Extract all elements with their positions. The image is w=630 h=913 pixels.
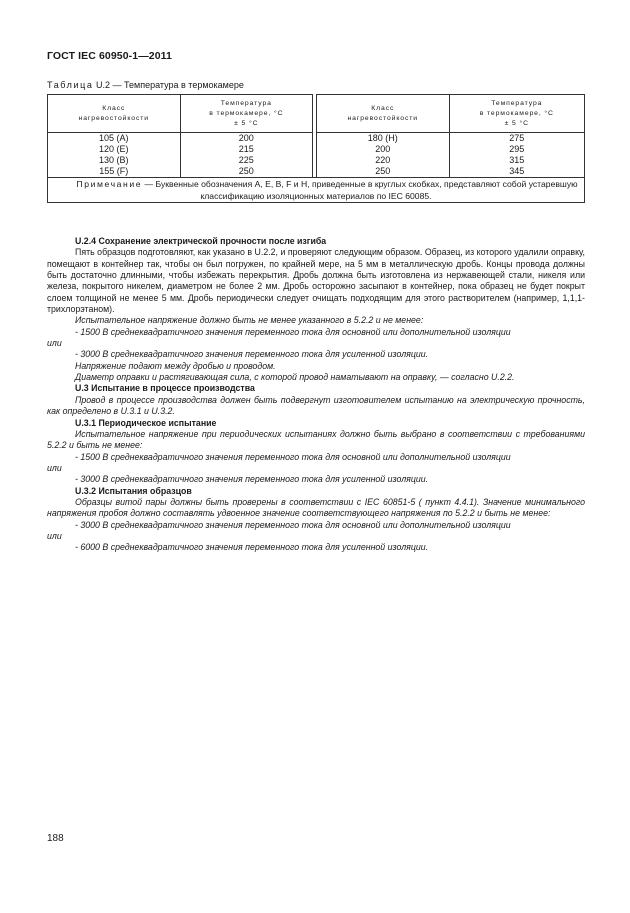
table-caption — [47, 80, 244, 90]
table-header-row — [48, 95, 585, 133]
paragraph: Испытательное напряжение при периодических испытаниях должно быть выбрано в соответствии с требованиями 5.2.2 и быть не менее: — [47, 428, 585, 451]
paragraph: Напряжение подают между дробью и проводом. — [75, 360, 276, 371]
conjunction: или — [47, 462, 62, 473]
document-body — [47, 236, 585, 554]
section-title: U.3 Испытание в процессе производства — [75, 383, 255, 394]
section-title: U.3.1 Периодическое испытание — [75, 417, 217, 428]
table-body-row — [48, 133, 585, 178]
caption-label: Таблица — [47, 80, 94, 90]
page-number: 188 — [47, 833, 64, 844]
list-item: - 1500 В среднеквадратичного значения переменного тока для основной или дополнительной изоляции — [75, 326, 511, 337]
document-header: ГОСТ IEC 60950-1—2011 — [47, 50, 172, 62]
list-item: - 3000 В среднеквадратичного значения переменного тока для усиленной изоляции. — [75, 349, 429, 360]
list-item: - 3000 В среднеквадратичного значения переменного тока для основной или дополнительной изоляции — [75, 519, 511, 530]
section-title: U.3.2 Испытания образцов — [75, 485, 192, 496]
paragraph: Образцы витой пары должны быть проверены в соответствии с IEC 60851-5 ( пункт 4.4.1). Значение минимального напряжения пробоя должно составлять удвоенное значение соответствующего напряжения по 5.2.2 и быть не менее: — [47, 496, 585, 519]
paragraph: Провод в процессе производства должен быть подвергнут изготовителем испытанию на электрическую прочность, как определено в U.3.1 и U.3.2. — [47, 394, 585, 417]
header-class-right: Класс нагревостойкости — [316, 95, 449, 133]
note-label: Примечание — [76, 179, 143, 189]
conjunction: или — [47, 530, 62, 541]
header-temp-left: Температура в термокамере, °С ± 5 °С — [180, 95, 312, 133]
left-temp-cell: 200 215 225 250 — [180, 133, 312, 178]
temperature-table — [47, 94, 585, 203]
table-note — [48, 178, 585, 203]
list-item: - 6000 В среднеквадратичного значения переменного тока для усиленной изоляции. — [75, 542, 429, 553]
paragraph: Пять образцов подготовляют, как указано в U.2.2, и проверяют следующим образом. Образец, из которого удалили оправку, помещают в контейнер так, чтобы он был погружен, по крайней мере, на 5 мм в металлическую дробь. Концы провода должны быть достаточно длинными, чтобы избежать перекрытия. Дробь должна быть изготовлена из нержавеющей стали, никеля или железа, покрытого никелем, диаметром не более 2 мм. Дробь осторожно засыпают в контейнер, пока образец не будет покрыт слоем толщиной не менее 5 мм. Дробь периодически следует очищать подходящим для этого растворителем (например, 1,1,1-трихлорэтаном). — [47, 247, 585, 315]
section-title: U.2.4 Сохранение электрической прочности после изгиба — [75, 236, 327, 246]
paragraph: Диаметр оправки и растягивающая сила, с которой провод наматывают на оправку, — согласно U.2.2. — [75, 372, 515, 383]
note-text: — Буквенные обозначения A, E, B, F и H, приведенные в круглых скобках, представляют собой устаревшую классификацию изоляционных материалов по IEC 60085. — [142, 179, 578, 201]
header-class-left: Класс нагревостойкости — [48, 95, 181, 133]
table-note-row — [48, 178, 585, 203]
list-item: - 3000 В среднеквадратичного значения переменного тока для усиленной изоляции. — [75, 474, 429, 485]
caption-text: U.2 — Температура в термокамере — [93, 80, 244, 90]
right-class-cell: 180 (H) 200 220 250 — [316, 133, 449, 178]
conjunction: или — [47, 338, 62, 349]
list-item: - 1500 В среднеквадратичного значения переменного тока для основной или дополнительной изоляции — [75, 451, 511, 462]
left-class-cell: 105 (A) 120 (E) 130 (B) 155 (F) — [48, 133, 181, 178]
paragraph: Испытательное напряжение должно быть не менее указанного в 5.2.2 и не менее: — [75, 315, 424, 326]
right-temp-cell: 275 295 315 345 — [449, 133, 584, 178]
header-temp-right: Температура в термокамере, °С ± 5 °С — [449, 95, 584, 133]
